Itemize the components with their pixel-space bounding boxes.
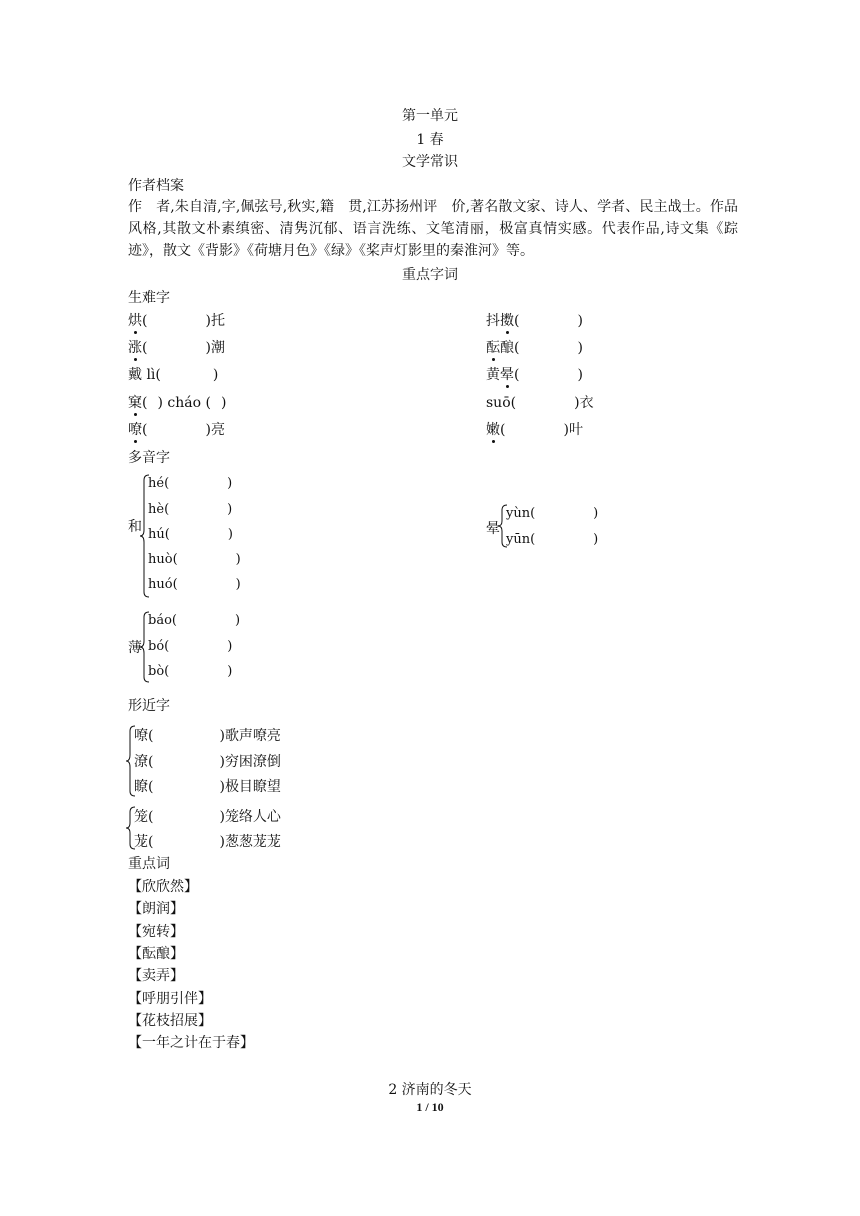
- hard-char-row: 黄晕( ): [486, 364, 583, 384]
- similar-row: 嘹( )歌声嘹亮: [134, 728, 281, 744]
- hard-char-row: 嫩( )叶: [486, 419, 583, 439]
- lesson-title: 1 春: [416, 132, 444, 148]
- polyphone-reading: bò( ): [148, 664, 233, 679]
- key-word: 【欣欣然】: [128, 879, 198, 895]
- hard-char: 嘹: [128, 419, 142, 439]
- key-word: 【呼朋引伴】: [128, 991, 212, 1007]
- hard-char: 烘: [128, 310, 142, 330]
- hard-char: 擞: [500, 310, 514, 330]
- similar-row: 潦( )穷困潦倒: [134, 754, 281, 770]
- hard-char: 酝: [486, 337, 500, 357]
- key-word: 【宛转】: [128, 924, 184, 940]
- hard-char-row: 酝酿( ): [486, 337, 583, 357]
- similar-row: 笼( )笼络人心: [134, 809, 281, 825]
- hard-char: 窠: [128, 392, 142, 412]
- hard-char: 戴 lì: [128, 367, 156, 383]
- hard-char-row: 嘹( )亮: [128, 419, 225, 439]
- key-word: 【卖弄】: [128, 968, 184, 984]
- key-word: 【花枝招展】: [128, 1013, 212, 1029]
- hard-char-row: 抖擞( ): [486, 310, 583, 330]
- hard-char: 涨: [128, 337, 142, 357]
- key-word: 【朗润】: [128, 901, 184, 917]
- polyphone-char-yun: 晕: [486, 521, 500, 537]
- polyphone-reading: hè( ): [148, 502, 233, 517]
- polyphone-reading: yùn( ): [506, 506, 599, 521]
- vocab-heading: 重点字词: [402, 267, 458, 283]
- hard-char: 嫩: [486, 419, 500, 439]
- unit-title: 第一单元: [402, 108, 458, 124]
- polyphone-char-bao: 薄: [128, 640, 142, 656]
- next-lesson-title: 2 济南的冬天: [388, 1082, 472, 1098]
- hard-char-row: 涨( )潮: [128, 337, 225, 357]
- similar-row: 瞭( )极目瞭望: [134, 779, 281, 795]
- polyphone-reading: bó( ): [148, 639, 233, 654]
- polyphone-reading: yūn( ): [506, 532, 599, 547]
- key-words-heading: 重点词: [128, 856, 170, 872]
- hard-chars-heading: 生难字: [128, 290, 170, 306]
- key-word: 【一年之计在于春】: [128, 1035, 254, 1051]
- polyphone-char-he: 和: [128, 519, 142, 535]
- polyphone-reading: hé( ): [148, 476, 233, 491]
- hard-char-row: 烘( )托: [128, 310, 225, 330]
- section-literary-heading: 文学常识: [402, 154, 458, 170]
- polyphone-reading: huó( ): [148, 577, 241, 592]
- polyphone-reading: báo( ): [148, 613, 241, 628]
- similar-row: 茏( )葱葱茏茏: [134, 834, 281, 850]
- page-number: 1 / 10: [416, 1100, 444, 1114]
- hard-char-row: 窠( ) cháo ( ): [128, 392, 226, 412]
- hard-char-row: 戴 lì( ): [128, 367, 219, 383]
- polyphone-reading: hú( ): [148, 527, 233, 542]
- polyphones-heading: 多音字: [128, 450, 170, 466]
- hard-char: 晕: [500, 364, 514, 384]
- author-paragraph: 作 者,朱自清,字,佩弦号,秋实,籍 贯,江苏扬州评 价,著名散文家、诗人、学者、民主战士。作品风格,其散文朴素缜密、清隽沉郁、语言洗练、文笔清丽，极富真情实感。代表作品,诗文集《踪迹》，散文《背影》《荷塘月色》《绿》《桨声灯影里的秦淮河》等。: [128, 199, 738, 259]
- similar-heading: 形近字: [128, 698, 170, 714]
- author-heading: 作者档案: [128, 178, 184, 194]
- polyphone-reading: huò( ): [148, 552, 241, 567]
- hard-char-row: suō( )衣: [486, 395, 594, 411]
- key-word: 【酝酿】: [128, 946, 184, 962]
